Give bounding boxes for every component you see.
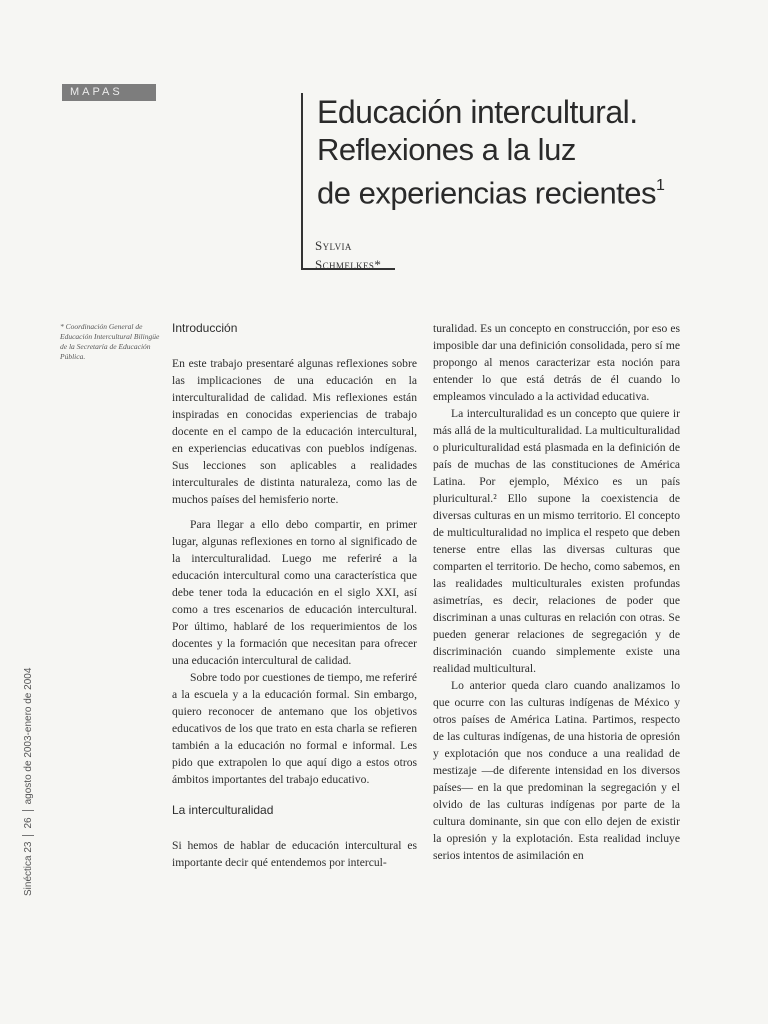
paragraph: La interculturalidad es un concepto que quiere ir más allá de la multiculturalidad. La multiculturalidad o pluriculturalidad está plasmada en la definición de país de muchas de las constituciones de América Latina. Por ejemplo, México es un país pluricultural.² Ello supone la coexistencia de diversas culturas en un mismo territorio. El concepto de multiculturalidad no implica el respeto que deben tenerse entre ellas las diversas culturas que comparten el territorio. De hecho, como sabemos, en las realidades multiculturales existen profundas asimetrías, es decir, relaciones de poder que discriminan a unas culturas en relación con otras. Se pueden generar relaciones de segregación y de discriminación cuando simplemente existe una realidad multicultural. [433, 407, 680, 675]
issue-date: agosto de 2003-enero de 2004 [22, 667, 34, 805]
heading-introduccion: Introducción [172, 321, 238, 335]
paragraph: Sobre todo por cuestiones de tiempo, me referiré a la escuela y a la educación formal. Sin embargo, quiero reconocer de antemano que los objetivos educativos de los que trato en esta charla se refieren también a la educación no formal e informal. Les pido que extrapolen lo que aquí digo a estos otros ámbitos importantes del trabajo educativo. [172, 671, 417, 786]
author-first-name: Sylvia [315, 238, 352, 253]
paragraph: Lo anterior queda claro cuando analizamos lo que ocurre con las culturas indígenas de México y otros países de América Latina. Partimos, respecto de las culturas indígenas, de una historia de opresión y explotación que nos conduce a una realidad de mestizaje —de diferente intensidad en los diversos países— en la que predominan la segregación y el olvido de las culturas indígenas por parte de la cultura dominante, sin que con ello dejen de existir la opresión y la explotación. Esta realidad incluye serios intentos de asimilación en [433, 679, 680, 862]
paragraph: Si hemos de hablar de educación intercultural es importante decir qué entendemos por intercul- [172, 839, 417, 869]
title-line-1: Educación intercultural. [317, 94, 638, 130]
page-number: 26 [22, 817, 34, 829]
heading-interculturalidad: La interculturalidad [172, 803, 274, 817]
spine-divider [22, 835, 34, 836]
article-title [301, 93, 664, 215]
paragraph: En este trabajo presentaré algunas reflexiones sobre las implicaciones de una educación en la interculturalidad de calidad. Mis reflexiones están inspiradas en conocidas experiencias de trabajo docente en el campo de la educación intercultural, en experiencias educativas con pueblos indígenas. Sus lecciones son aplicables a realidades interculturales de distinta naturaleza, como las de muchos países del hemisferio norte. [172, 357, 417, 506]
title-line-2: Reflexiones a la luz [317, 132, 576, 167]
author-rule-vertical [301, 215, 303, 269]
author-name [315, 236, 381, 274]
left-column [172, 320, 417, 871]
journal-name: Sinéctica 23 [22, 841, 34, 896]
section-banner: MAPAS [62, 84, 156, 101]
spine-divider [22, 810, 34, 811]
title-line-3-text: de experiencias recientes [317, 175, 657, 211]
right-column [433, 320, 680, 864]
title-line-3 [317, 169, 664, 212]
journal-spine [22, 668, 34, 896]
author-last-name: Schmelkes* [315, 257, 382, 272]
author-affiliation-note: * Coordinación General de Educación Intercultural Bilingüe de la Secretaría de Educación Pública. [60, 322, 160, 361]
paragraph: Para llegar a ello debo compartir, en primer lugar, algunas reflexiones en torno al significado de la interculturalidad. Luego me referiré a la educación intercultural como una característica que debe tener toda la educación en el siglo XXI, así como a tres escenarios de educación intercultural. Por último, hablaré de los requerimientos de los docentes y la formación que necesitan para ofrecer una educación intercultural de calidad. [172, 518, 417, 667]
title-footnote-mark: 1 [656, 177, 665, 194]
paragraph: turalidad. Es un concepto en construcción, por eso es imposible dar una definición consolidada, pero sí me propongo al menos caracterizar esta noción para entender lo que está detrás de él cuando lo empleamos vinculado a la actividad educativa. [433, 322, 680, 403]
